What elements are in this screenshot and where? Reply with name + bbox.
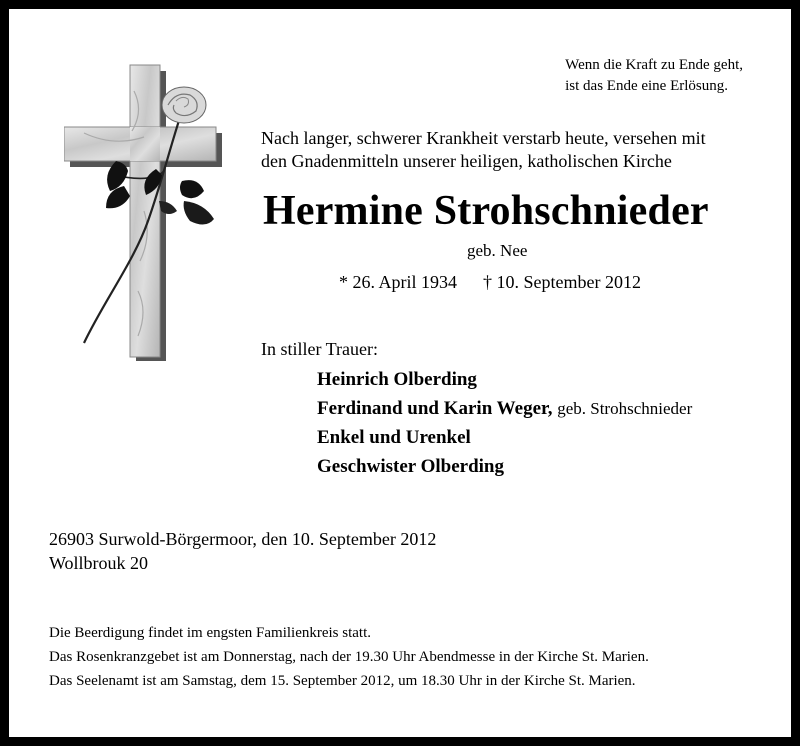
intro-text bbox=[261, 127, 706, 173]
street-line: Wollbrouk 20 bbox=[49, 553, 149, 573]
mourner-name: Heinrich Olberding bbox=[317, 369, 477, 390]
mourner-item bbox=[317, 452, 692, 481]
mourner-name: Enkel und Urenkel bbox=[317, 427, 471, 448]
intro-line: den Gnadenmitteln unserer heiligen, katholischen Kirche bbox=[261, 151, 672, 171]
obituary-card bbox=[9, 9, 791, 737]
motto-line: ist das Ende eine Erlösung. bbox=[565, 78, 728, 94]
place-date-line: 26903 Surwold-Börgermoor, den 10. September 2012 bbox=[49, 529, 437, 549]
note-line: Das Rosenkranzgebet ist am Donnerstag, nach der 19.30 Uhr Abendmesse in der Kirche St. Marien. bbox=[49, 649, 649, 665]
mourner-name: Ferdinand und Karin Weger, bbox=[317, 398, 553, 419]
note-line: Die Beerdigung findet im engsten Familienkreis statt. bbox=[49, 625, 372, 641]
mourner-item bbox=[317, 365, 692, 394]
birth-date: * 26. April 1934 bbox=[339, 272, 458, 292]
mourner-item bbox=[317, 394, 692, 423]
intro-line: Nach langer, schwerer Krankheit verstarb heute, versehen mit bbox=[261, 128, 706, 148]
note-line: Das Seelenamt ist am Samstag, dem 15. September 2012, um 18.30 Uhr in der Kirche St. Marien. bbox=[49, 673, 636, 689]
address-block bbox=[49, 527, 436, 575]
death-date: † 10. September 2012 bbox=[483, 272, 641, 292]
mourner-item bbox=[317, 423, 692, 452]
mourning-heading: In stiller Trauer: bbox=[261, 339, 378, 359]
mourners-list bbox=[317, 365, 692, 481]
mourner-name: Geschwister Olberding bbox=[317, 456, 505, 477]
funeral-notes bbox=[49, 621, 649, 693]
maiden-name: geb. Nee bbox=[467, 241, 528, 260]
deceased-name: Hermine Strohschnieder bbox=[263, 188, 709, 234]
life-dates bbox=[339, 272, 641, 293]
cross-with-rose-icon bbox=[64, 61, 224, 361]
mourner-suffix: geb. Strohschnieder bbox=[557, 399, 693, 418]
motto-line: Wenn die Kraft zu Ende geht, bbox=[565, 57, 743, 73]
motto-quote bbox=[565, 55, 743, 97]
